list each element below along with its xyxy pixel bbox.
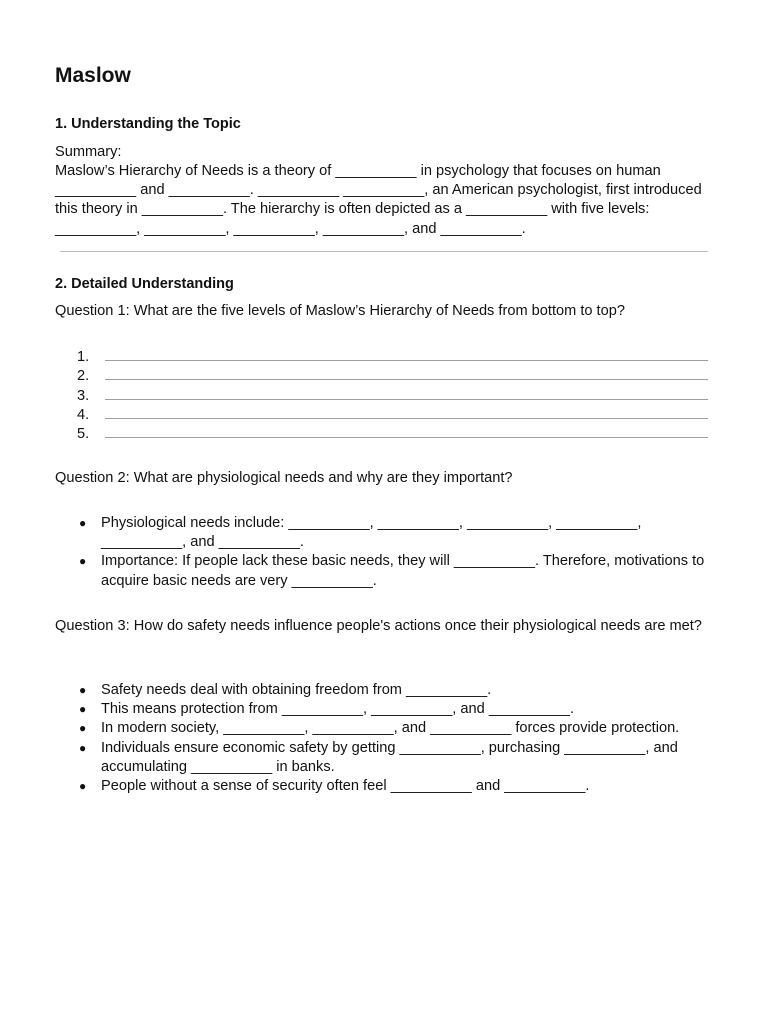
answer-line <box>55 425 715 444</box>
summary-text: Maslow’s Hierarchy of Needs is a theory of __________ in psychology that focuses on human __________ and __________. __________ __________, an American psychologist, first introduced this theory in __________. The hierarchy is often depicted as a __________ with five levels: __________, __________, __________, __________, and __________. <box>55 163 702 237</box>
answer-list-q1 <box>55 348 715 444</box>
list-item-text: Safety needs deal with obtaining freedom from __________. <box>101 682 492 698</box>
bullet-icon: ● <box>79 683 87 697</box>
list-number: 4. <box>77 406 90 423</box>
list-item-text: This means protection from __________, __________, and __________. <box>101 701 575 718</box>
list-item <box>55 514 715 552</box>
blank-answer-line[interactable] <box>105 360 708 361</box>
blank-answer-line[interactable] <box>105 418 708 419</box>
answer-line <box>55 387 715 406</box>
section-divider <box>60 251 708 252</box>
section-heading-detailed: 2. Detailed Understanding <box>55 276 234 292</box>
answer-line <box>55 367 715 386</box>
question-2: Question 2: What are physiological needs and why are they important? <box>55 470 513 486</box>
list-item <box>55 552 715 590</box>
summary-label: Summary: <box>55 144 122 160</box>
list-item-text: Physiological needs include: __________, __________, __________, __________, __________, and __________. <box>101 515 642 551</box>
bullet-icon: ● <box>79 721 87 736</box>
bullet-icon: ● <box>79 779 87 794</box>
blank-answer-line[interactable] <box>105 399 708 400</box>
bullet-icon: ● <box>79 554 87 569</box>
section-heading-understanding: 1. Understanding the Topic <box>55 116 241 132</box>
list-number: 3. <box>77 387 90 404</box>
list-item <box>55 681 715 700</box>
list-number: 5. <box>77 426 90 443</box>
list-number: 2. <box>77 368 90 385</box>
list-item <box>55 700 715 719</box>
list-item-text: People without a sense of security often feel __________ and __________. <box>101 778 590 795</box>
list-item-text: In modern society, __________, __________, and __________ forces provide protection. <box>101 720 680 737</box>
blank-answer-line[interactable] <box>105 379 708 380</box>
bullet-icon: ● <box>79 702 87 717</box>
bullet-icon: ● <box>79 740 87 755</box>
question-1: Question 1: What are the five levels of Maslow’s Hierarchy of Needs from bottom to top? <box>55 303 625 319</box>
question-3: Question 3: How do safety needs influence people's actions once their physiological needs are met? <box>55 618 702 634</box>
list-number: 1. <box>77 349 90 365</box>
list-item <box>55 739 715 777</box>
list-item-text: Individuals ensure economic safety by getting __________, purchasing __________, and accumulating __________ in banks. <box>101 739 678 775</box>
bullet-list-q2 <box>55 514 715 591</box>
page-title: Maslow <box>55 64 131 87</box>
answer-line <box>55 406 715 425</box>
answer-line <box>55 348 715 367</box>
list-item-text: Importance: If people lack these basic needs, they will __________. Therefore, motivations to acquire basic needs are very __________. <box>101 553 705 589</box>
bullet-list-q3 <box>55 681 715 796</box>
bullet-icon: ● <box>79 516 87 530</box>
list-item <box>55 777 715 796</box>
list-item <box>55 719 715 738</box>
blank-answer-line[interactable] <box>105 437 708 438</box>
